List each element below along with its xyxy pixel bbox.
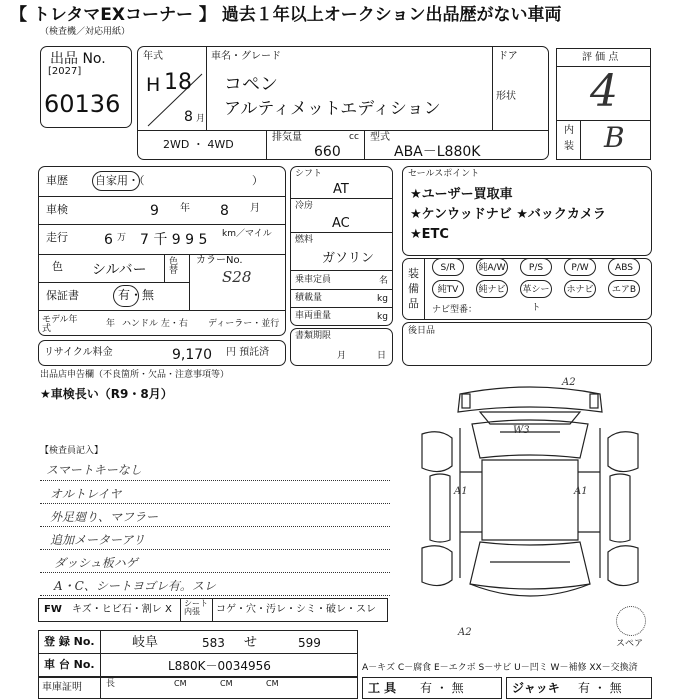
tools-value: 有 ・ 無 xyxy=(420,681,464,695)
mileage-label: 走行 xyxy=(46,231,68,244)
seat-items: コゲ・穴・汚レ・シミ・破レ・スレ xyxy=(216,604,376,615)
warranty-value: 有・無 xyxy=(118,288,155,302)
chassis-number: L880K－0034956 xyxy=(168,659,271,673)
header-title: 【 トレタマEXコーナー 】 過去１年以上オークション出品歴がない車両 xyxy=(10,5,562,25)
inspector-note-1: スマートキーなし xyxy=(46,463,142,477)
interior-label-2: 装 xyxy=(564,141,574,152)
car-diagram xyxy=(400,372,660,622)
equipment-label: 装備品 xyxy=(408,267,419,310)
equip-navi: 純ナビ xyxy=(476,280,508,298)
mileage-man-unit: 万 xyxy=(117,233,127,243)
handle-position: ハンドル 左・右 xyxy=(122,319,188,329)
deadline-month-unit: 月 xyxy=(337,351,347,361)
load-label: 積載量 xyxy=(295,293,323,303)
year-value: 18 xyxy=(164,70,192,95)
mileage-unit: km／マイル xyxy=(222,229,272,239)
interior-grade: B xyxy=(604,121,625,154)
color-value: シルバー xyxy=(92,262,147,278)
damage-mark-windshield: W3 xyxy=(513,425,530,436)
color-label: 色 xyxy=(52,260,63,273)
warranty-label: 保証書 xyxy=(46,289,79,302)
plate-label: 登 録 No. xyxy=(44,635,95,648)
mileage-digits: 7 千 9 9 5 xyxy=(140,232,208,248)
car-grade: アルティメットエディション xyxy=(224,99,441,119)
equip-pw: P/W xyxy=(564,258,596,276)
displacement-value: 660 xyxy=(314,144,341,160)
inspector-note-3: 外足廻り、マフラー xyxy=(50,510,159,524)
damage-legend: A－キズ C－腐食 E－エクボ S－サビ U－凹ミ W－補修 XX－交換済 xyxy=(362,663,638,673)
equip-hdd-navi: ホナビ xyxy=(564,280,596,298)
model-label: 型式 xyxy=(370,132,390,143)
inspection-year-unit: 年 xyxy=(180,203,190,214)
shift-value: AT xyxy=(333,182,349,197)
sales-points-label: セールスポイント xyxy=(408,169,480,179)
damage-mark-right: A1 xyxy=(574,486,588,497)
recycle-unit: 円 預託済 xyxy=(226,347,270,358)
plate-area: 岐阜 xyxy=(132,635,159,650)
lot-number: 60136 xyxy=(44,90,121,118)
inspector-note-6: A・C、シートヨゴレ有。スレ xyxy=(54,579,216,593)
month-value: 8 xyxy=(184,109,193,125)
top-note: （検査機／対応用紙） xyxy=(40,27,131,37)
lot-label: 出品 No. xyxy=(50,51,106,67)
year-era: H xyxy=(146,74,161,96)
model-year-unit: 年 xyxy=(106,319,116,329)
recycle-amount: 9,170 xyxy=(172,347,213,363)
equip-alloy: 純A/W xyxy=(476,258,508,276)
inspection-month: 8 xyxy=(220,203,229,219)
color-code-label: カラーNo. xyxy=(196,255,243,266)
ac-label: 冷房 xyxy=(295,201,314,211)
damage-mark-rear: A2 xyxy=(458,627,472,638)
later-docs-box xyxy=(402,322,652,366)
jack-label: ジャッキ xyxy=(512,681,560,695)
equip-leather: 革シート xyxy=(520,280,552,298)
inspection-month-unit: 月 xyxy=(250,203,260,214)
sales-point-2: ★ケンウッドナビ ★バックカメラ xyxy=(410,207,606,222)
fw-items: キズ・ヒビ石・割レ X xyxy=(72,604,172,615)
inspector-note-5: ダッシュ板ハゲ xyxy=(54,556,138,570)
cert-item-3: CM xyxy=(220,679,233,688)
damage-mark-left: A1 xyxy=(454,486,468,497)
seats-label: 乗車定員 xyxy=(295,275,332,285)
color-code-value: S28 xyxy=(222,268,252,286)
weight-unit: kg xyxy=(377,312,388,322)
interior-label-1: 内 xyxy=(564,125,574,136)
seats-unit: 名 xyxy=(379,276,389,286)
model-year-label: モデル年式 xyxy=(42,315,78,334)
fuel-label: 燃料 xyxy=(295,235,314,245)
inspection-year: 9 xyxy=(150,203,159,219)
equip-abs: ABS xyxy=(608,258,640,276)
shift-label: シフト xyxy=(295,169,323,179)
dealer-type: ディーラー・並行 xyxy=(208,319,280,329)
declaration-label: 出品店申告欄（不良箇所・欠品・注意事項等） xyxy=(40,370,230,380)
load-unit: kg xyxy=(377,294,388,304)
name-label: 車名・グレード xyxy=(211,51,281,62)
displacement-label: 排気量 xyxy=(272,132,302,143)
car-history-close: ） xyxy=(252,174,263,187)
seat-label: シート内張 xyxy=(184,599,208,616)
car-history-value: 自家用・（ xyxy=(95,174,145,187)
lot-stamp: [2027] xyxy=(48,66,82,77)
inspection-label: 車検 xyxy=(46,203,68,216)
displacement-unit: cc xyxy=(349,132,359,142)
model-value: ABA－L880K xyxy=(394,144,481,160)
inspector-note-2: オルトレイヤ xyxy=(50,487,122,501)
plate-number: 599 xyxy=(298,636,321,650)
cert-item-2: CM xyxy=(174,679,187,688)
fuel-value: ガソリン xyxy=(322,251,375,266)
chassis-label: 車 台 No. xyxy=(44,658,95,671)
equip-ps: P/S xyxy=(520,258,552,276)
month-unit: 月 xyxy=(196,114,206,124)
deadline-day-unit: 日 xyxy=(377,351,387,361)
jack-value: 有 ・ 無 xyxy=(578,681,622,695)
car-history-label: 車歴 xyxy=(46,174,68,187)
equip-sr: S/R xyxy=(432,258,464,276)
evaluation-score: 4 xyxy=(590,66,618,117)
spare-label: スペア xyxy=(616,639,644,649)
ac-value: AC xyxy=(332,216,350,231)
garage-cert-label: 車庫証明 xyxy=(42,682,82,693)
year-label: 年式 xyxy=(143,51,163,62)
sales-point-3: ★ETC xyxy=(410,227,449,242)
navi-model-label: ナビ型番： xyxy=(432,305,478,315)
page-header xyxy=(0,0,700,30)
equip-tv: 純TV xyxy=(432,280,464,298)
declaration-text: ★車検長い（R9・8月） xyxy=(40,387,173,401)
later-docs-label: 後日品 xyxy=(408,326,436,336)
color-change-label: 色替 xyxy=(169,257,179,276)
mileage-man: 6 xyxy=(104,232,113,248)
recycle-label: リサイクル料金 xyxy=(44,347,113,358)
garage-cert-row xyxy=(38,677,358,699)
door-label: ドア xyxy=(498,51,518,62)
evaluation-label: 評 価 点 xyxy=(582,52,619,63)
fw-label: FW xyxy=(44,604,62,615)
cert-item-1: 長 xyxy=(106,679,116,689)
shape-label: 形状 xyxy=(496,91,516,102)
inspector-note-4: 追加メーターアリ xyxy=(50,533,145,547)
weight-label: 車両重量 xyxy=(295,311,332,321)
plate-class: 583 xyxy=(202,636,225,650)
tools-label: 工 具 xyxy=(368,681,397,695)
car-name: コペン xyxy=(224,74,278,95)
damage-mark-front: A2 xyxy=(562,377,576,388)
cert-item-4: CM xyxy=(266,679,279,688)
equip-airbag: エアB xyxy=(608,280,640,298)
sales-point-1: ★ユーザー買取車 xyxy=(410,187,513,202)
inspector-label: 【検査員記入】 xyxy=(40,446,104,456)
spare-tire-icon xyxy=(616,606,646,636)
drive-type: 2WD ・ 4WD xyxy=(163,138,234,151)
plate-kana: せ xyxy=(244,635,258,650)
deadline-label: 書類期限 xyxy=(295,331,332,341)
